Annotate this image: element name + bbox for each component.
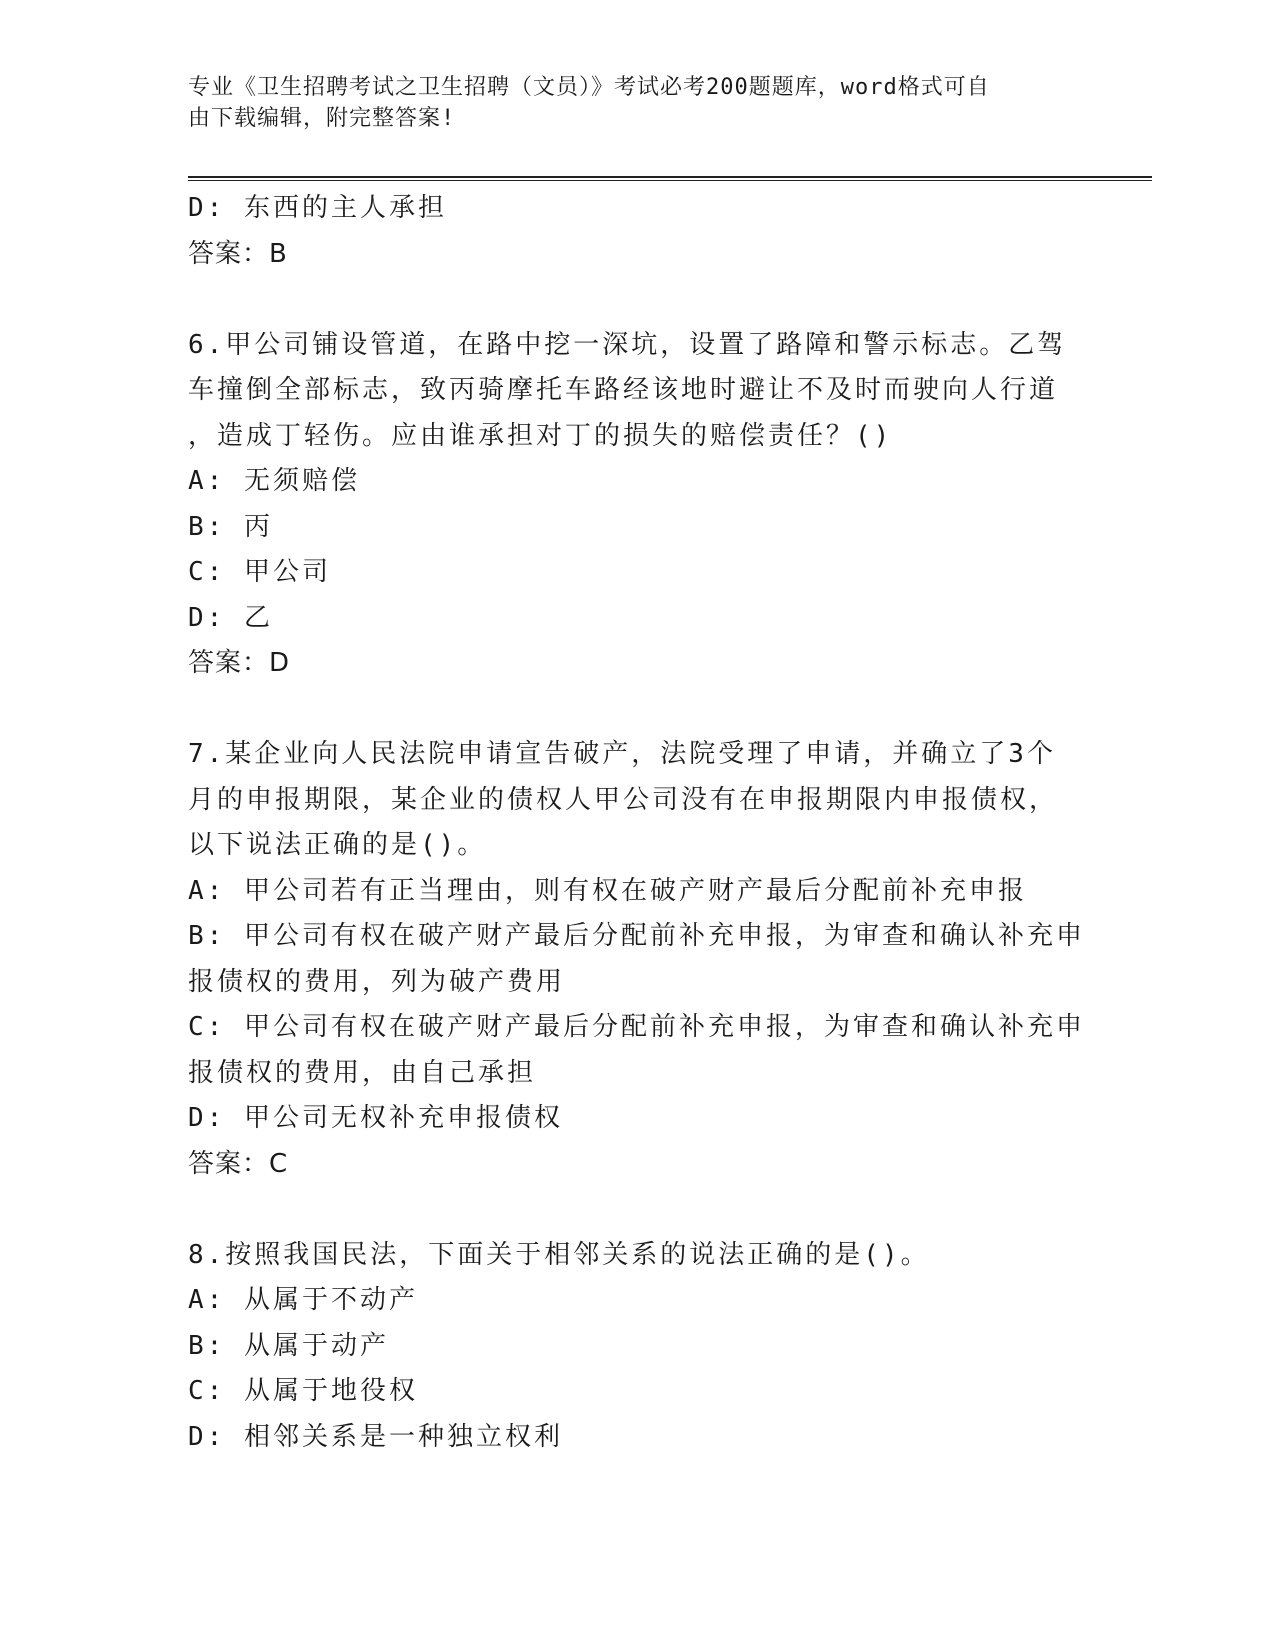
option-a: A: 甲公司若有正当理由，则有权在破产财产最后分配前补充申报 — [188, 875, 1027, 906]
question-stem-line: 月的申报期限，某企业的债权人甲公司没有在申报期限内申报债权， — [188, 784, 1059, 815]
answer-line: 答案：B — [188, 238, 288, 269]
question-7 — [188, 732, 1088, 1187]
option-c: C: 从属于地役权 — [188, 1376, 418, 1406]
question-stem-line: 以下说法正确的是()。 — [188, 830, 487, 860]
answer-line: 答案：C — [188, 1148, 289, 1179]
header-line-1: 专业《卫生招聘考试之卫生招聘（文员）》考试必考200题题库，word格式可自 — [188, 75, 990, 100]
header-line-2: 由下载编辑，附完整答案! — [188, 106, 456, 131]
question-stem-line: 车撞倒全部标志，致丙骑摩托车路经该地时避让不及时而驶向人行道 — [188, 375, 1059, 405]
option-d: D: 乙 — [188, 602, 273, 633]
option-b-continued: 报债权的费用，列为破产费用 — [188, 966, 566, 997]
option-c: C: 甲公司有权在破产财产最后分配前补充申报，为审查和确认补充申 — [188, 1012, 1085, 1042]
question-stem-line: 6.甲公司铺设管道，在路中挖一深坑，设置了路障和警示标志。乙驾 — [188, 329, 1067, 360]
spacer — [188, 1187, 1088, 1233]
page-header — [188, 72, 1068, 134]
option-d: D: 相邻关系是一种独立权利 — [188, 1421, 563, 1452]
question-stem-line: ，造成丁轻伤。应由谁承担对丁的损失的赔偿责任？() — [188, 420, 893, 451]
question-list — [188, 186, 1088, 1460]
question-8 — [188, 1233, 1088, 1461]
option-b: B: 从属于动产 — [188, 1330, 389, 1361]
spacer — [188, 687, 1088, 733]
option-c-continued: 报债权的费用，由自己承担 — [188, 1057, 537, 1088]
answer-line: 答案：D — [188, 648, 291, 678]
option-b: B: 甲公司有权在破产财产最后分配前补充申报，为审查和确认补充申 — [188, 921, 1085, 951]
question-6 — [188, 323, 1088, 687]
header-divider — [188, 176, 1152, 181]
question-stem-line: 7.某企业向人民法院申请宣告破产，法院受理了申请，并确立了3个 — [188, 739, 1056, 769]
option-a: A: 无须赔偿 — [188, 466, 360, 496]
option-c: C: 甲公司 — [188, 557, 331, 587]
spacer — [188, 277, 1088, 323]
question-stem-line: 8.按照我国民法，下面关于相邻关系的说法正确的是()。 — [188, 1239, 930, 1270]
option-b: B: 丙 — [188, 511, 273, 542]
option-d: D: 东西的主人承担 — [188, 193, 447, 223]
option-d: D: 甲公司无权补充申报债权 — [188, 1103, 563, 1133]
option-a: A: 从属于不动产 — [188, 1285, 418, 1315]
